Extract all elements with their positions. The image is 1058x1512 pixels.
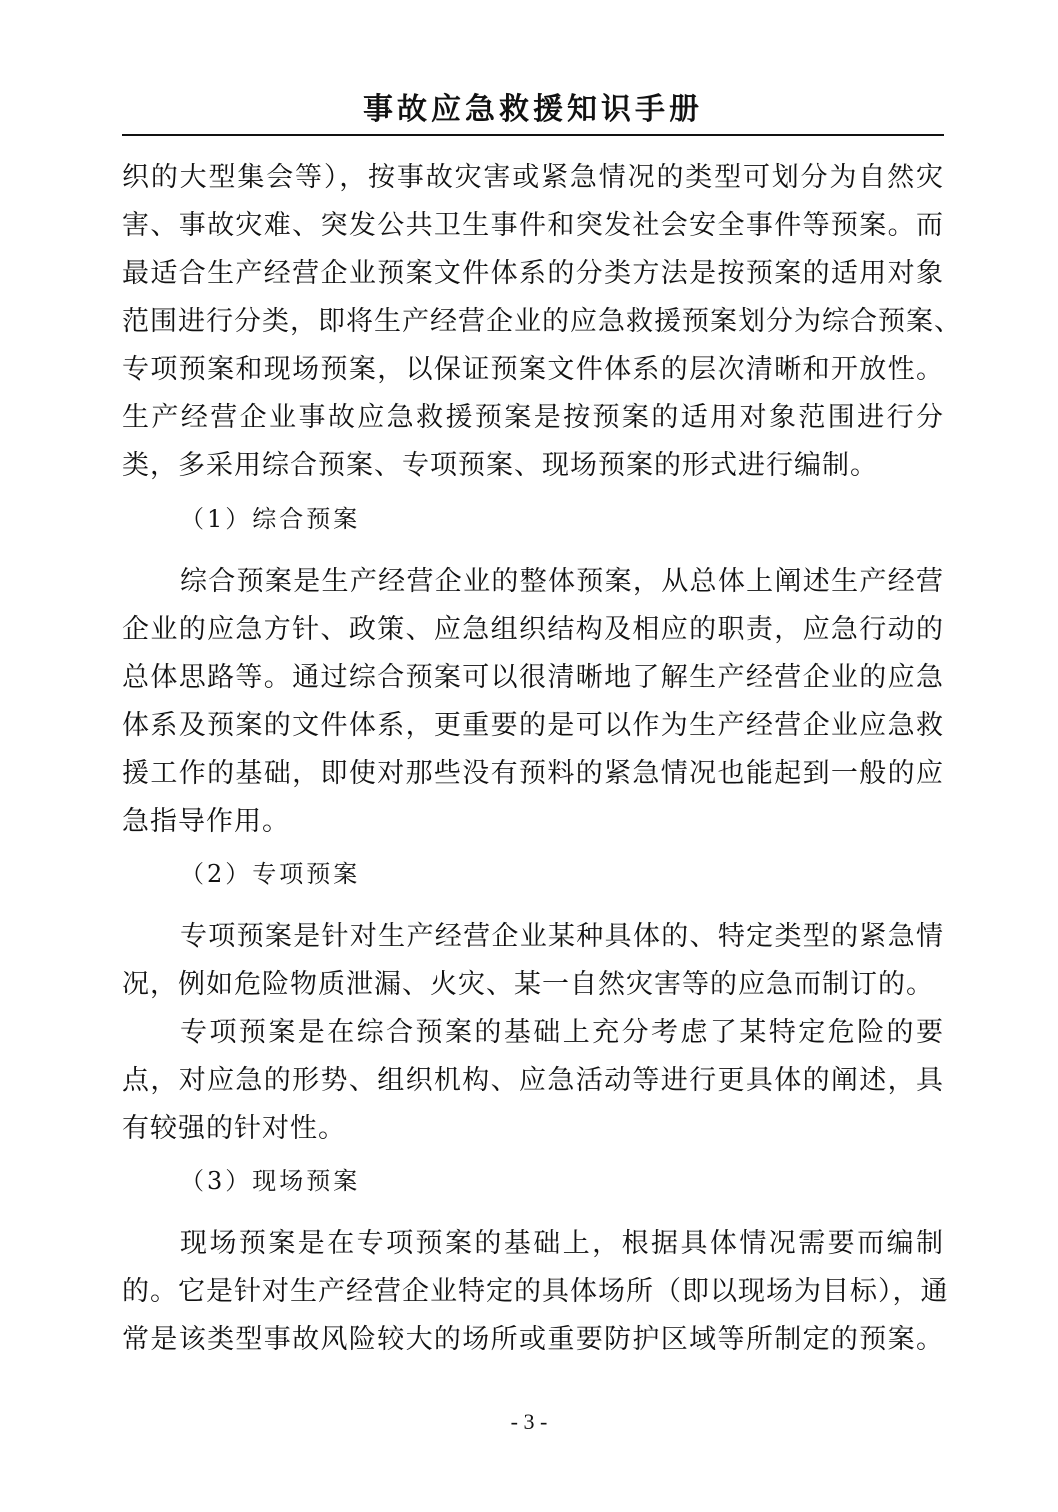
running-header-title: 事故应急救援知识手册 <box>363 92 703 127</box>
paragraph-line: 织的大型集会等），按事故灾害或紧急情况的类型可划分为自然灾 <box>122 162 944 193</box>
paragraph-line: 害、事故灾难、突发公共卫生事件和突发社会安全事件等预案。而 <box>122 210 944 241</box>
paragraph-line: 援工作的基础，即使对那些没有预料的紧急情况也能起到一般的应 <box>122 758 944 789</box>
section-heading-special-plan: （2）专项预案 <box>180 860 361 888</box>
paragraph-line: 生产经营企业事故应急救援预案是按预案的适用对象范围进行分 <box>122 402 944 433</box>
paragraph-line: 体系及预案的文件体系，更重要的是可以作为生产经营企业应急救 <box>122 710 944 741</box>
paragraph-line: 现场预案是在专项预案的基础上，根据具体情况需要而编制 <box>180 1228 944 1259</box>
page-number: - 3 - <box>510 1409 548 1434</box>
paragraph-line: 专项预案是针对生产经营企业某种具体的、特定类型的紧急情 <box>180 921 944 952</box>
paragraph-line: 类，多采用综合预案、专项预案、现场预案的形式进行编制。 <box>122 450 878 481</box>
paragraph-line: 况，例如危险物质泄漏、火灾、某一自然灾害等的应急而制订的。 <box>122 969 934 1000</box>
section-heading-comprehensive-plan: （1）综合预案 <box>180 505 361 533</box>
paragraph-line: 专项预案是在综合预案的基础上充分考虑了某特定危险的要 <box>180 1017 944 1048</box>
paragraph-line: 总体思路等。通过综合预案可以很清晰地了解生产经营企业的应急 <box>122 662 944 693</box>
paragraph-line: 企业的应急方针、政策、应急组织结构及相应的职责，应急行动的 <box>122 614 944 645</box>
paragraph-line: 范围进行分类，即将生产经营企业的应急救援预案划分为综合预案、 <box>122 306 962 337</box>
paragraph-line: 点，对应急的形势、组织机构、应急活动等进行更具体的阐述，具 <box>122 1065 944 1096</box>
header-rule <box>122 134 944 136</box>
section-heading-onsite-plan: （3）现场预案 <box>180 1167 361 1195</box>
paragraph-line: 常是该类型事故风险较大的场所或重要防护区域等所制定的预案。 <box>122 1324 944 1355</box>
paragraph-line: 的。它是针对生产经营企业特定的具体场所（即以现场为目标），通 <box>122 1276 949 1307</box>
paragraph-line: 专项预案和现场预案，以保证预案文件体系的层次清晰和开放性。 <box>122 354 944 385</box>
paragraph-line: 急指导作用。 <box>122 806 290 837</box>
paragraph-line: 最适合生产经营企业预案文件体系的分类方法是按预案的适用对象 <box>122 258 944 289</box>
paragraph-line: 有较强的针对性。 <box>122 1113 346 1144</box>
paragraph-line: 综合预案是生产经营企业的整体预案，从总体上阐述生产经营 <box>180 566 944 597</box>
